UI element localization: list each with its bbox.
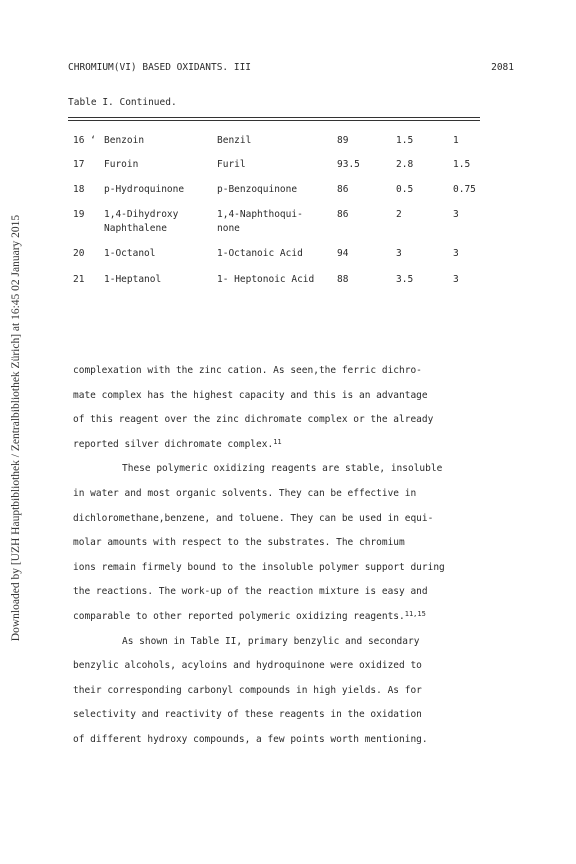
yield-cell: [337, 158, 360, 172]
substrate-cell-text: Furoin: [104, 159, 139, 170]
row-number-text: 21: [73, 274, 85, 285]
text-line: [73, 411, 513, 436]
text-line: [73, 534, 513, 559]
row-number-text: 20: [73, 248, 85, 259]
line-text: in water and most organic solvents. They can be effective in: [73, 487, 417, 499]
row-number-text: 19: [73, 209, 85, 220]
yield-cell-text: 88: [337, 274, 349, 285]
substrate-cell-text: 1-Heptanol: [104, 274, 162, 285]
yield-cell-text: 89: [337, 135, 349, 146]
product-cell-text: none: [217, 223, 240, 234]
text-line: [73, 510, 513, 535]
line-text: reported silver dichromate complex.: [73, 438, 274, 450]
substrate-cell-text: Naphthalene: [104, 223, 167, 234]
line-text: complexation with the zinc cation. As seen,the ferric dichro-: [73, 365, 422, 376]
line-text: molar amounts with respect to the substrates. The chromium: [73, 537, 405, 549]
yield-cell: [337, 183, 348, 197]
citation-superscript: 11: [273, 437, 282, 446]
ratio-cell: [396, 158, 413, 172]
product-cell-text: Furil: [217, 159, 246, 170]
row-number-text: 17: [73, 159, 85, 170]
row-number-text: 16 ‘: [73, 135, 96, 146]
row-number: [73, 247, 84, 261]
line-text: of this reagent over the zinc dichromate complex or the already: [73, 414, 434, 426]
ratio-cell-text: 3.5: [396, 274, 414, 285]
line-text: of different hydroxy compounds, a few points worth mentioning.: [73, 733, 428, 745]
line-text: benzylic alcohols, acyloins and hydroquinone were oxidized to: [73, 660, 422, 672]
line-text: selectivity and reactivity of these reagents in the oxidation: [73, 709, 422, 721]
text-line: [73, 362, 513, 387]
substrate-cell: [104, 273, 161, 287]
yield-cell: [337, 208, 348, 222]
product-cell: [217, 158, 246, 172]
substrate-cell: [104, 134, 144, 148]
product-cell: [217, 183, 297, 197]
line-text: These polymeric oxidizing reagents are stable, insoluble: [122, 463, 443, 475]
substrate-cell: [104, 183, 184, 197]
text-line: [73, 387, 513, 412]
time-cell-text: 3: [453, 209, 459, 220]
citation-superscript: 11,15: [404, 609, 426, 618]
text-line: [73, 706, 513, 731]
time-cell-text: 3: [453, 274, 459, 285]
page-number: 2081: [491, 62, 514, 73]
line-text: comparable to other reported polymeric oxidizing reagents.: [73, 610, 405, 622]
substrate-cell-text: 1,4-Dihydroxy: [104, 209, 179, 220]
yield-cell: [337, 134, 348, 148]
substrate-cell: [104, 158, 138, 172]
ratio-cell-text: 3: [396, 248, 402, 259]
table-caption: Table I. Continued.: [68, 97, 177, 108]
download-note: Downloaded by [UZH Hauptbibliothek / Zentralbibliothek Zürich] at 16:45 02 January 2015: [10, 214, 22, 642]
row-number: [73, 158, 84, 172]
yield-cell-text: 93.5: [337, 159, 360, 170]
yield-cell-text: 94: [337, 248, 349, 259]
time-cell-text: 3: [453, 248, 459, 259]
time-cell: [453, 208, 459, 222]
ratio-cell: [396, 247, 402, 261]
product-cell-text: 1-Octanoic Acid: [217, 248, 303, 259]
row-number: [73, 183, 84, 197]
yield-cell: [337, 247, 348, 261]
product-cell-text: 1,4-Naphthoqui-: [217, 209, 303, 220]
product-cell-text: Benzil: [217, 135, 252, 146]
time-cell: [453, 158, 470, 172]
product-cell: [217, 273, 314, 287]
time-cell: [453, 273, 459, 287]
text-line: [73, 583, 513, 608]
time-cell-text: 1: [453, 135, 459, 146]
product-cell-text: p-Benzoquinone: [217, 184, 298, 195]
product-cell: [217, 247, 303, 261]
text-line: [73, 731, 513, 756]
text-line: [73, 436, 513, 461]
ratio-cell-text: 1.5: [396, 135, 414, 146]
ratio-cell: [396, 208, 402, 222]
row-number-text: 18: [73, 184, 85, 195]
text-line: [73, 460, 513, 485]
results-table: [0, 0, 576, 300]
text-line: [73, 633, 513, 658]
ratio-cell: [396, 273, 413, 287]
product-cell: [217, 208, 303, 236]
product-cell-text: 1- Heptonoic Acid: [217, 274, 315, 285]
text-line: [73, 485, 513, 510]
substrate-cell-text: p-Hydroquinone: [104, 184, 185, 195]
ratio-cell-text: 0.5: [396, 184, 414, 195]
ratio-cell: [396, 134, 413, 148]
line-text: the reactions. The work-up of the reaction mixture is easy and: [73, 586, 428, 598]
substrate-cell: [104, 247, 155, 261]
row-number: [73, 134, 96, 148]
time-cell: [453, 134, 459, 148]
time-cell-text: 1.5: [453, 159, 471, 170]
time-cell-text: 0.75: [453, 184, 476, 195]
time-cell: [453, 183, 476, 197]
line-text: their corresponding carbonyl compounds in high yields. As for: [73, 684, 422, 696]
text-line: [73, 559, 513, 584]
line-text: ions remain firmely bound to the insoluble polymer support during: [73, 561, 445, 573]
row-number: [73, 208, 84, 222]
line-text: As shown in Table II, primary benzylic and secondary: [122, 635, 420, 647]
substrate-cell: [104, 208, 178, 236]
line-text: mate complex has the highest capacity and this is an advantage: [73, 389, 428, 401]
text-line: [73, 682, 513, 707]
product-cell: [217, 134, 251, 148]
text-line: [73, 657, 513, 682]
row-number: [73, 273, 84, 287]
yield-cell-text: 86: [337, 209, 349, 220]
yield-cell: [337, 273, 348, 287]
time-cell: [453, 247, 459, 261]
ratio-cell-text: 2: [396, 209, 402, 220]
substrate-cell-text: Benzoin: [104, 135, 145, 146]
yield-cell-text: 86: [337, 184, 349, 195]
body-text: [73, 362, 513, 756]
running-title: CHROMIUM(VI) BASED OXIDANTS. III: [68, 62, 252, 73]
text-line: [73, 608, 513, 633]
line-text: dichloromethane,benzene, and toluene. They can be used in equi-: [73, 512, 434, 524]
ratio-cell: [396, 183, 413, 197]
ratio-cell-text: 2.8: [396, 159, 414, 170]
substrate-cell-text: 1-Octanol: [104, 248, 156, 259]
